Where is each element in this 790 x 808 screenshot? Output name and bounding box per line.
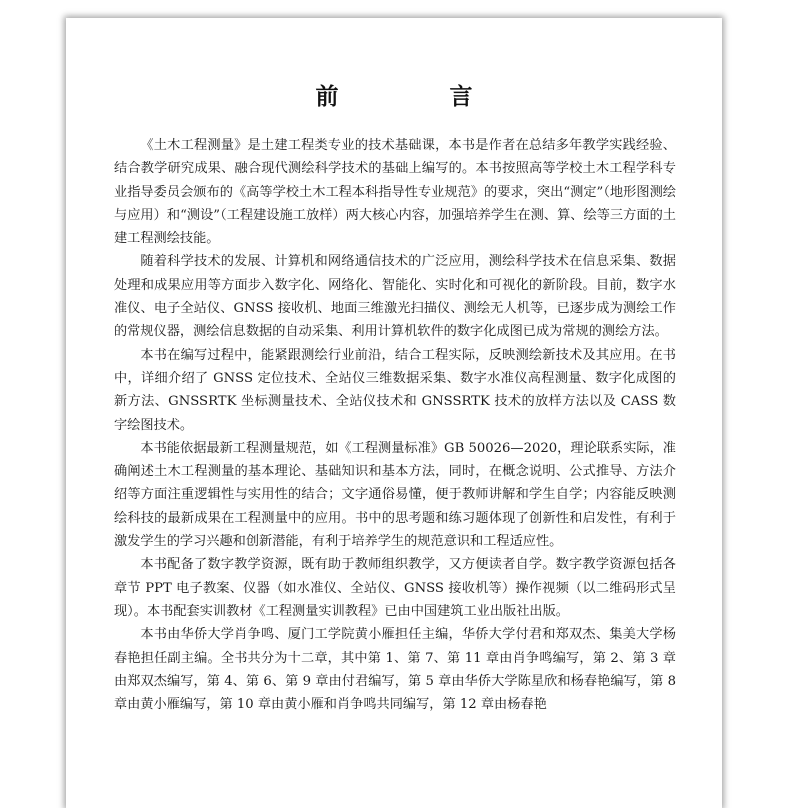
book-page — [66, 18, 722, 808]
paragraph: 本书能依据最新工程测量规范，如《工程测量标准》GB 50026—2020，理论联系实际，准确阐述土木工程测量的基本理论、基础知识和基本方法，同时，在概念说明、公式推导、方法介绍等方面注重逻辑性与实用性的结合；文字通俗易懂，便于教师讲解和学生自学；内容能反映测绘科技的最新成果在工程测量中的应用。书中的思考题和练习题体现了创新性和启发性，有利于激发学生的学习兴趣和创新潜能，有利于培养学生的规范意识和工程适应性。 — [114, 440, 676, 550]
paragraph: 本书在编写过程中，能紧跟测绘行业前沿，结合工程实际，反映测绘新技术及其应用。在书中，详细介绍了 GNSS 定位技术、全站仪三维数据采集、数字水准仪高程测量、数字化成图的新方法、GNSSRTK 坐标测量技术、全站仪技术和 GNSSRTK 技术的放样方法以及 CASS 数字绘图技术。 — [114, 347, 676, 433]
paragraph: 随着科学技术的发展、计算机和网络通信技术的广泛应用，测绘科学技术在信息采集、数据处理和成果应用等方面步入数字化、网络化、智能化、实时化和可视化的新阶段。目前，数字水准仪、电子全站仪、GNSS 接收机、地面三维激光扫描仪、测绘无人机等，已逐步成为测绘工作的常规仪器，测绘信息数据的自动采集、利用计算机软件的数字化成图已成为常规的测绘方法。 — [114, 254, 676, 340]
paragraph: 本书配备了数字教学资源，既有助于教师组织教学，又方便读者自学。数字教学资源包括各章节 PPT 电子教案、仪器（如水准仪、全站仪、GNSS 接收机等）操作视频（以二维码形式呈现）。本书配套实训教材《工程测量实训教程》已由中国建筑工业出版社出版。 — [114, 557, 676, 619]
paragraph: 本书由华侨大学肖争鸣、厦门工学院黄小雁担任主编，华侨大学付君和郑双杰、集美大学杨春艳担任副主编。全书共分为十二章，其中第 1、第 7、第 11 章由肖争鸣编写，第 2、第 3 章由郑双杰编写，第 4、第 6、第 9 章由付君编写，第 5 章由华侨大学陈星欣和杨春艳编写，第 8 章由黄小雁编写，第 10 章由黄小雁和肖争鸣共同编写，第 12 章由杨春艳 — [114, 627, 676, 713]
page-title: 前 言 — [315, 83, 517, 110]
preface-body — [114, 134, 676, 716]
paragraph: 《土木工程测量》是土建工程类专业的技术基础课，本书是作者在总结多年教学实践经验、结合教学研究成果、融合现代测绘科学技术的基础上编写的。本书按照高等学校土木工程学科专业指导委员会颁布的《高等学校土木工程本科指导性专业规范》的要求，突出“测定”（地形图测绘与应用）和“测设”（工程建设施工放样）两大核心内容，加强培养学生在测、算、绘等三方面的土建工程测绘技能。 — [114, 138, 676, 247]
